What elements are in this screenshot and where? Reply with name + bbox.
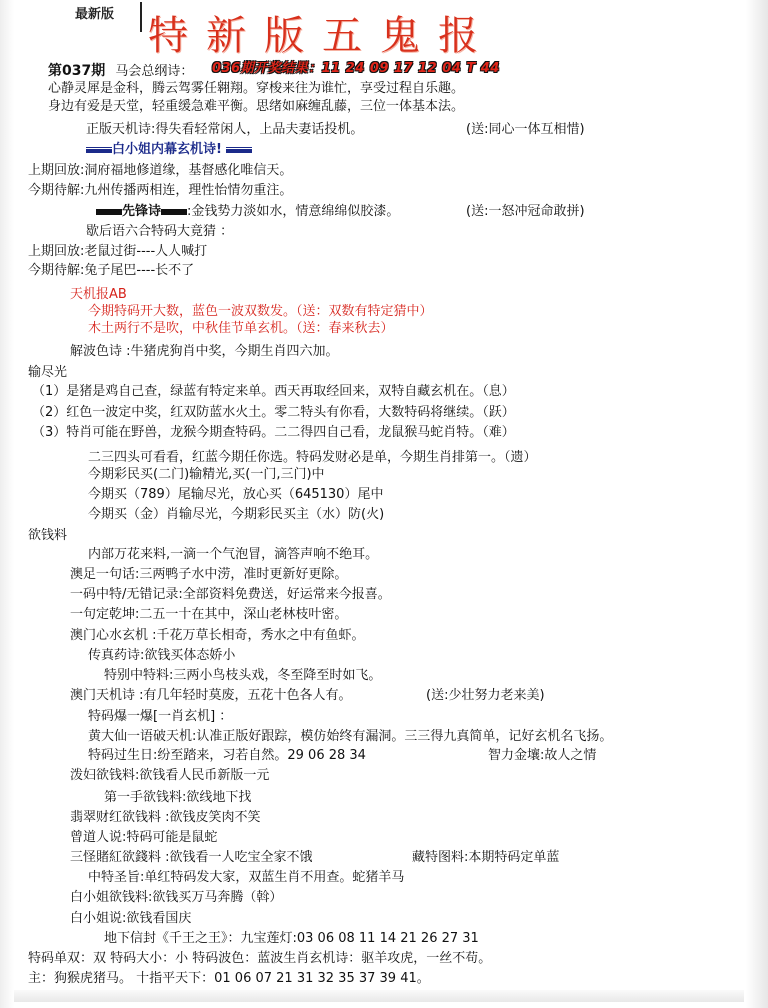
door-line: 今期彩民买(二门)输精光,买(一门,三门)中 (88, 467, 325, 482)
special-summary: 特码单双：双 特码大小：小 特码波色：蓝波生肖玄机诗：驱羊攻虎，一丝不苟。 (28, 951, 492, 966)
page-left-edge (0, 0, 14, 1008)
head-number-line: 二三四头可看看，红蓝今期任你选。特码发财必是单，今期生肖排第一。（遗） (88, 450, 537, 465)
color-wave-poem: 解波色诗 :牛猪虎狗肖中奖，今期生肖四六加。 (70, 344, 339, 359)
latest-edition-label: 最新版 (75, 7, 115, 22)
header-divider (140, 2, 142, 32)
one-code-record: 一码中特/无错记录:全部资料免费送，好运常来今报喜。 (70, 587, 391, 602)
vanguard-bonus: (送:一怒冲冠命敢拼) (466, 204, 585, 219)
money-material-heading: 欲钱料 (28, 528, 68, 543)
page-title: 特新版五鬼报 (148, 13, 496, 59)
macau-heart-water: 澳门心水玄机 :千花万草长相奇，秀水之中有鱼虾。 (70, 628, 365, 643)
lose-all-item-3: （3）特肖可能在野兽，龙猴今期查特码。二二得四自己看，龙鼠猴马蛇肖特。（难） (32, 425, 515, 440)
first-hand-material: 第一手欲钱料:欲线地下找 (104, 790, 252, 805)
lose-all-item-1: （1）是猪是鸡自己查，绿蓝有特定来单。西天再取经回来，双特自藏玄机在。（息） (32, 384, 515, 399)
xiehouyu-replay: 上期回放:老鼠过街----人人喊打 (28, 244, 208, 259)
page-right-edge (746, 0, 768, 1008)
miss-bai-money-material: 白小姐欲钱料:欲钱买万马奔腾（斡） (70, 890, 283, 905)
vanguard-poem (96, 203, 399, 221)
xiehouyu-answer: 今期待解:兔子尾巴----长不了 (28, 263, 195, 278)
special-material: 特别中特料:三两小鸟枝头戏，冬至降至时如飞。 (104, 668, 382, 683)
right-double-bar (226, 147, 252, 153)
wong-tai-sin-line: 黄大仙一语破天机:认准正版好跟踪，模仿始终有漏洞。三三得九真简单，记好玄机名飞扬。 (88, 729, 613, 744)
tianjibao-line-1: 今期特码开大数，蓝色一波双数发。（送：双数有特定猜中） (88, 304, 433, 319)
previous-result-banner: 036期开奖结果：11 24 09 17 12 04 T 44 (212, 61, 500, 76)
right-bar (161, 209, 187, 215)
tsang-daoren-line: 曾道人说:特码可能是鼠蛇 (70, 830, 218, 845)
hidden-picture-material: 藏特图料:本期特码定单蓝 (412, 850, 560, 865)
page-bottom-fade (14, 990, 744, 1002)
xiehouyu-title: 歇后语六合特码大竟猜 ： (86, 224, 234, 239)
special-burst: 特码爆一爆[一肖玄机] ： (88, 709, 233, 724)
left-double-bar (86, 147, 112, 153)
fax-medicine-poem: 传真药诗:欲钱买体态娇小 (88, 648, 236, 663)
one-sentence-decisive: 一句定乾坤:二五一十在其中，深山老林枝叶密。 (70, 607, 348, 622)
last-period-replay: 上期回放:洞府福地修道缘，基督感化唯信天。 (28, 163, 293, 178)
macau-one-sentence: 澳足一句话:三两鸭子水中涝，准时更新好更除。 (70, 567, 348, 582)
left-bar (96, 209, 122, 215)
lose-all-item-2: （2）红色一波定中奖，红双防蓝水火土。零二特头有你看，大数特码将继续。（跃） (32, 405, 515, 420)
zhengban-poem: 正版天机诗:得失看轻常闲人，上品夫妻话投机。 (86, 122, 364, 137)
zhengban-bonus: (送:同心一体互相惜) (466, 122, 585, 137)
vanguard-label: 先锋诗 (122, 204, 162, 219)
element-line: 今期买（金）肖输尽光，今期彩民买主（水）防(火) (88, 507, 385, 522)
tail-line: 今期买（789）尾输尽光，放心买（645130）尾中 (88, 487, 384, 502)
bxj-poem-label: 白小姐内幕玄机诗! (112, 142, 222, 157)
shrew-money-material: 泼妇欲钱料:欲钱看人民币新版一元 (70, 768, 270, 783)
issue-row (48, 60, 193, 80)
issue-number: 第037期 (48, 63, 106, 79)
three-monsters-material: 三怪賭紅欲錢料 :欲钱看一人吃宝全家不饿 (70, 850, 313, 865)
this-period-answer: 今期待解:九州传播两相连，理性怡情勿重注。 (28, 183, 293, 198)
verse-line-2: 身边有爱是天堂，轻重缓急难平衡。思绪如麻缠乱藤，三位一体基本法。 (48, 99, 465, 114)
inner-flower-material: 内部万花来料,一滴一个气泡冒，滴答声响不绝耳。 (88, 547, 379, 562)
miss-bai-says: 白小姐说:欲钱看国庆 (70, 911, 192, 926)
macau-tianji-poem: 澳门天机诗 :有几年轻时莫废，五花十色各人有。 (70, 688, 352, 703)
bxj-poem-title (86, 141, 252, 159)
vanguard-text: :金钱势力淡如水，情意绵绵似胶漆。 (187, 204, 400, 219)
underground-envelope: 地下信封《千王之王》：九宝莲灯:03 06 08 11 14 21 26 27 31 (104, 931, 479, 946)
verse-line-1: 心静灵犀是金科，腾云驾雾任翱翔。穿梭来往为谁忙，享受过程自乐趣。 (48, 81, 465, 96)
tianjibao-line-2: 木土两行不是吹，中秋佳节单玄机。（送：春来秋去） (88, 321, 394, 336)
poem-label: 马会总纲诗： (115, 64, 194, 79)
lose-all-heading: 输尽光 (28, 365, 68, 380)
imperial-decree-line: 中特圣旨:单红特码发大家，双蓝生肖不用查。蛇猪羊马 (88, 870, 405, 885)
main-zodiacs: 主：狗猴虎猪马。 十指平天下：01 06 07 21 31 32 35 37 39 41。 (28, 971, 430, 986)
wisdom-line: 智力金壤:故人之情 (488, 748, 597, 763)
birthday-line: 特码过生日:纷至踏来，习若自然。29 06 28 34 (88, 748, 366, 763)
tianjibao-title: 天机报AB (70, 287, 127, 302)
jade-money-material: 翡翠财红欲钱料 :欲钱皮笑肉不笑 (70, 810, 261, 825)
macau-tianji-bonus: (送:少壮努力老来美) (426, 688, 545, 703)
